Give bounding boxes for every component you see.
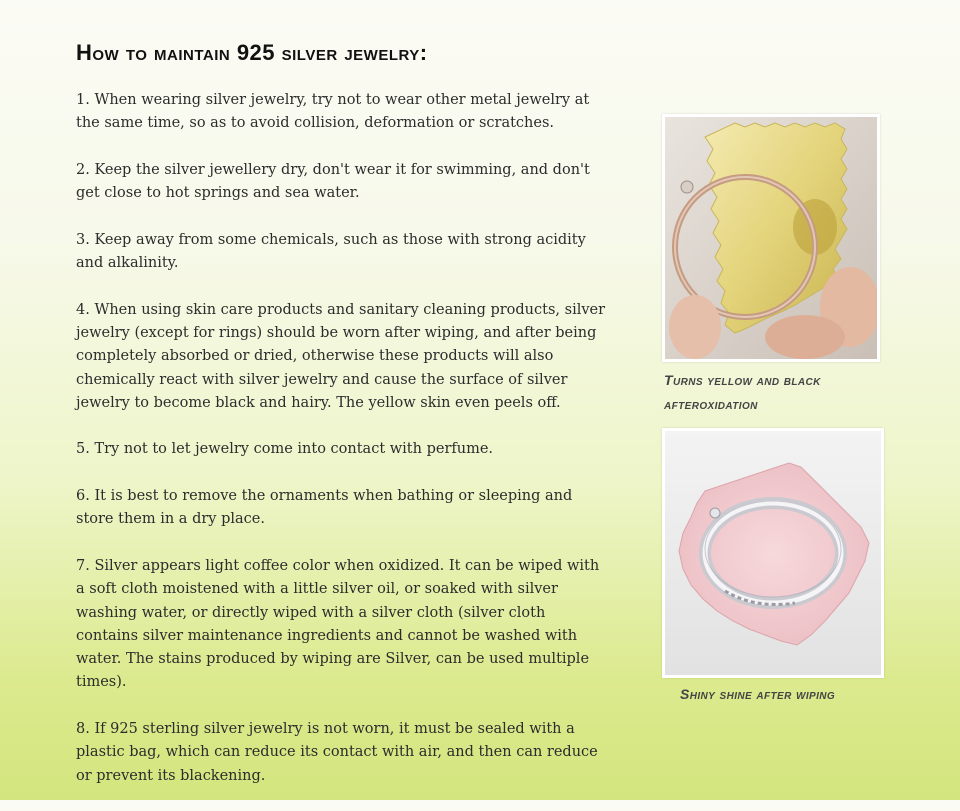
tip-4: 4. When using skin care products and sanitary cleaning products, silver jewelry (except for rings) should be worn after wiping, and after being completely absorbed or dried, otherwise these products will also chemically react with silver jewelry and cause the surface of silver jewelry to become black and hairy. The yellow skin even peels off. — [76, 301, 606, 411]
page-title: How to maintain 925 silver jewelry: — [76, 40, 428, 65]
tip-5: 5. Try not to let jewelry come into contact with perfume. — [76, 441, 494, 458]
tip-1: 1. When wearing silver jewelry, try not to wear other metal jewelry at the same time, so as to avoid collision, deformation or scratches. — [76, 92, 590, 132]
tip-6: 6. It is best to remove the ornaments when bathing or sleeping and store them in a dry place. — [76, 488, 573, 528]
polished-caption: Shiny shine after wiping — [680, 686, 836, 702]
polished-bangle-photo — [662, 428, 884, 678]
tip-8: 8. If 925 sterling silver jewelry is not worn, it must be sealed with a plastic bag, which can reduce its contact with air, and then can reduce or prevent its blackening. — [76, 721, 598, 784]
oxidized-bangle-illustration — [665, 117, 877, 359]
tip-3: 3. Keep away from some chemicals, such as those with strong acidity and alkalinity. — [76, 231, 586, 272]
maintenance-tips-list — [76, 89, 610, 811]
oxidized-bangle-photo — [662, 114, 880, 362]
tip-7: 7. Silver appears light coffee color when oxidized. It can be wiped with a soft cloth moistened with a little silver oil, or soaked with silver washing water, or directly wiped with a silver cloth (silver cloth contains silver maintenance ingredients and cannot be washed with water. The stains produced by wiping are Silver, can be used multiple times). — [76, 557, 600, 691]
oxidized-caption: Turns yellow and black afteroxidation — [664, 372, 821, 412]
tip-2: 2. Keep the silver jewellery dry, don't wear it for swimming, and don't get close to hot springs and sea water. — [76, 161, 590, 202]
polished-bangle-illustration — [665, 431, 881, 675]
